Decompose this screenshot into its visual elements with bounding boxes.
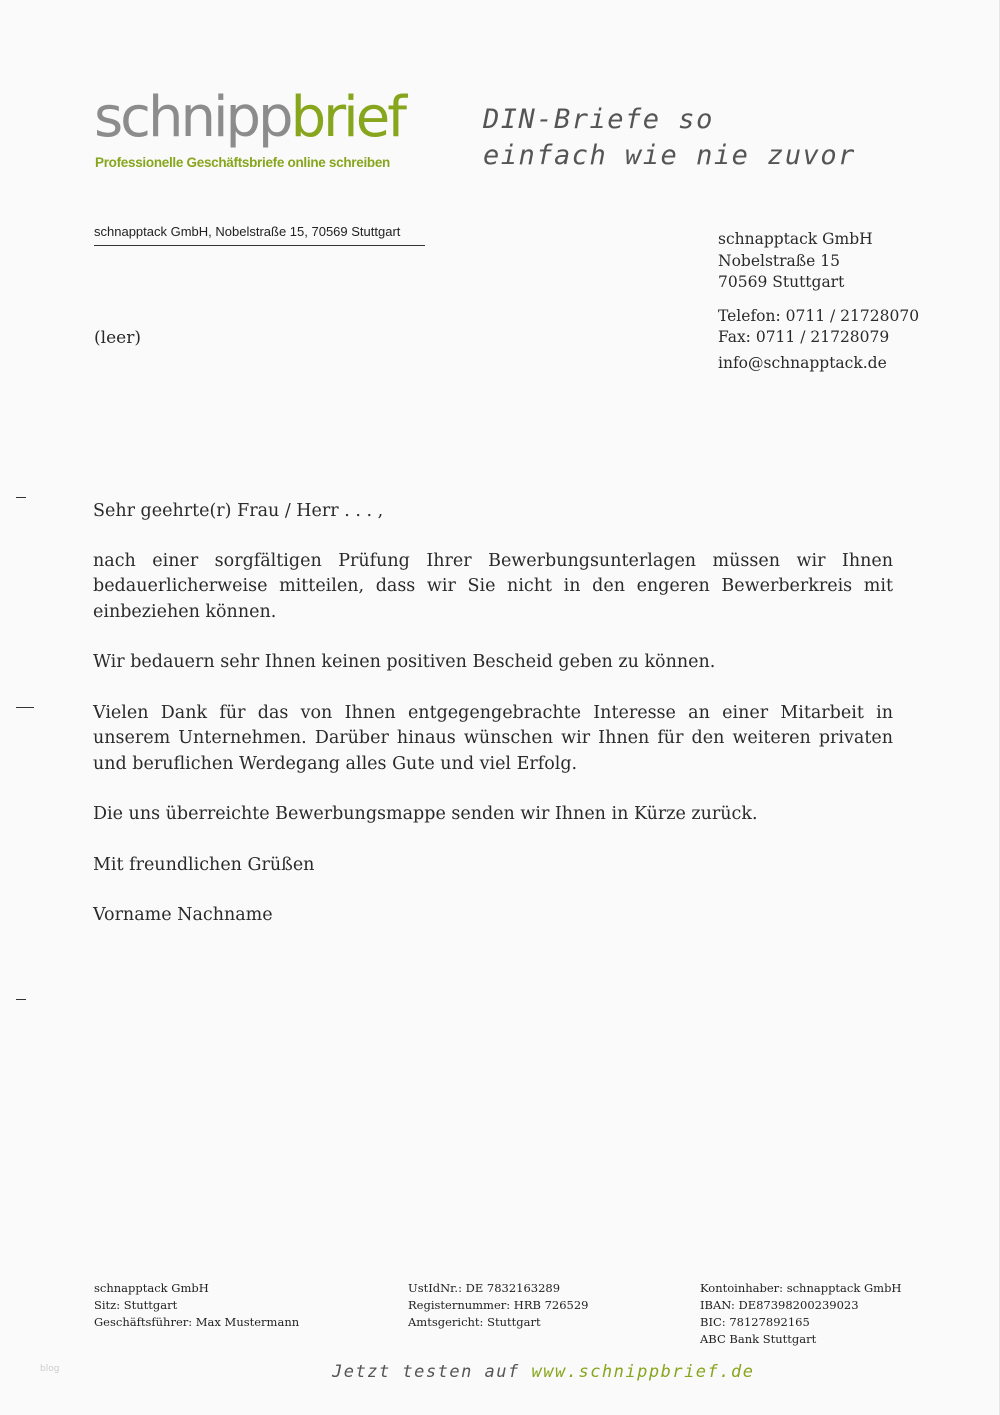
slogan-line-1: DIN-Briefe so (483, 104, 714, 135)
fold-mark-bottom (16, 999, 26, 1000)
sender-return-address: schnapptack GmbH, Nobelstraße 15, 70569 Stuttgart (94, 224, 425, 246)
footer-registry (408, 1280, 588, 1331)
company-city: 70569 Stuttgart (718, 273, 845, 291)
closing: Mit freundlichen Grüßen (93, 854, 315, 875)
paragraph-4: Die uns überreichte Bewerbungsmappe senden wir Ihnen in Kürze zurück. (93, 804, 758, 824)
footer-vat-id: UstIdNr.: DE 7832163289 (408, 1281, 561, 1295)
call-to-action (332, 1362, 754, 1382)
schnippbrief-logo (94, 86, 404, 150)
tagline: Professionelle Geschäftsbriefe online schreiben (95, 155, 391, 170)
paragraph-2: Wir bedauern sehr Ihnen keinen positiven Bescheid geben zu können. (93, 652, 716, 672)
punch-mark (16, 707, 34, 708)
footer-seat: Sitz: Stuttgart (94, 1298, 178, 1312)
footer-court: Amtsgericht: Stuttgart (408, 1315, 541, 1329)
company-email: info@schnapptack.de (718, 353, 887, 372)
footer-bank-name: ABC Bank Stuttgart (700, 1332, 817, 1346)
company-street: Nobelstraße 15 (718, 251, 840, 270)
logo-part-brief: brief (290, 85, 404, 150)
footer-company-name: schnapptack GmbH (94, 1281, 209, 1295)
footer-ceo: Geschäftsführer: Max Mustermann (94, 1315, 300, 1329)
watermark: blog (40, 1364, 60, 1374)
paragraph-1: nach einer sorgfältigen Prüfung Ihrer Bewerbungsunterlagen müssen wir Ihnen bedauerlicherweise mitteilen, dass wir Sie nicht in den engeren Bewerberkreis mit einbeziehen können. (93, 550, 893, 622)
footer-iban: IBAN: DE87398200239023 (700, 1298, 859, 1312)
footer-account-holder: Kontoinhaber: schnapptack GmbH (700, 1281, 902, 1295)
company-name: schnapptack GmbH (718, 230, 873, 248)
letter-body (93, 499, 893, 954)
slogan-line-2: einfach wie nie zuvor (483, 140, 856, 171)
slogan (483, 102, 856, 174)
company-info (718, 229, 919, 374)
company-fax: Fax: 0711 / 21728079 (718, 328, 890, 346)
cta-text: Jetzt testen auf (332, 1362, 520, 1382)
footer-register-number: Registernummer: HRB 726529 (408, 1298, 589, 1312)
cta-link[interactable]: www.schnippbrief.de (531, 1362, 755, 1382)
footer-bic: BIC: 78127892165 (700, 1315, 810, 1329)
recipient-address: (leer) (94, 328, 141, 348)
paragraph-3: Vielen Dank für das von Ihnen entgegengebrachte Interesse an einer Mitarbeit in unserem Unternehmen. Darüber hinaus wünschen wir Ihnen für den weiteren privaten und beruflichen Werdegang alles Gute und viel Erfolg. (93, 702, 893, 774)
fold-mark-top (16, 497, 26, 498)
footer-bank (700, 1280, 901, 1348)
logo-part-schnipp: schnipp (94, 85, 291, 150)
footer-company (94, 1280, 299, 1331)
company-phone: Telefon: 0711 / 21728070 (718, 306, 920, 325)
signature-name: Vorname Nachname (93, 905, 273, 925)
salutation: Sehr geehrte(r) Frau / Herr . . . , (93, 501, 384, 521)
